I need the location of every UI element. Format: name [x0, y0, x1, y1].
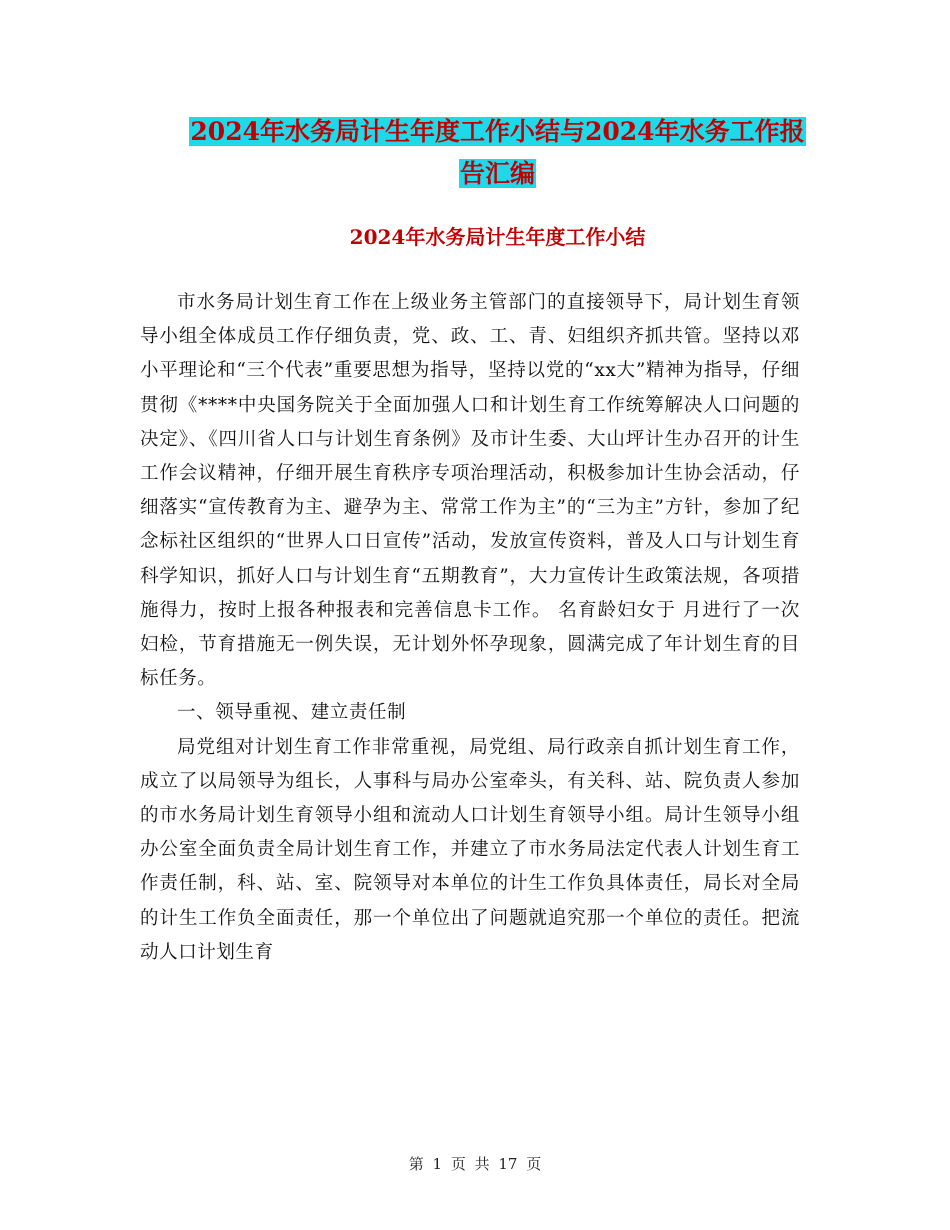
section-heading: 一、领导重视、建立责任制 — [177, 702, 407, 724]
document-body — [140, 286, 800, 970]
title-highlight: 告汇编 — [459, 159, 535, 188]
page-footer: 第 1 页 共 17 页 — [408, 1155, 542, 1173]
body-paragraph: 局党组对计划生育工作非常重视，局党组、局行政亲自抓计划生育工作，成立了以局领导为组长，人事科与局办公室牵头，有关科、站、院负责人参加的市水务局计划生育领导小组和流动人口计划生育领导小组。局计生领导小组办公室全面负责全局计划生育工作，并建立了市水务局法定代表人计划生育工作责任制，科、站、室、院领导对本单位的计生工作负具体责任，局长对全局的计生工作负全面责任，那一个单位出了问题就追究那一个单位的责任。把流动人口计划生育 — [140, 736, 800, 963]
document-title-line-2 — [140, 154, 855, 194]
document-title-line-1 — [140, 112, 855, 152]
title-highlight: 2024年水务局计生年度工作小结与2024年水务工作报 — [190, 117, 805, 146]
section-title: 2024年水务局计生年度工作小结 — [349, 225, 646, 249]
body-paragraph: 市水务局计划生育工作在上级业务主管部门的直接领导下，局计划生育领导小组全体成员工作仔细负责，党、政、工、青、妇组织齐抓共管。坚持以邓小平理论和“三个代表”重要思想为指导，坚持以党的“xx大”精神为指导，仔细贯彻《****中央国务院关于全面加强人口和计划生育工作统筹解决人口问题的决定》、《四川省人口与计划生育条例》及市计生委、大山坪计生办召开的计生工作会议精神，仔细开展生育秩序专项治理活动，积极参加计生协会活动，仔细落实“宣传教育为主、避孕为主、常常工作为主”的“三为主”方针，参加了纪念标社区组织的“世界人口日宣传”活动，发放宣传资料，普及人口与计划生育科学知识，抓好人口与计划生育“五期教育”，大力宣传计生政策法规，各项措施得力，按时上报各种报表和完善信息卡工作。 名育龄妇女于 月进行了一次妇检，节育措施无一例失误，无计划外怀孕现象，圆满完成了年计划生育的目标任务。 — [140, 292, 800, 690]
